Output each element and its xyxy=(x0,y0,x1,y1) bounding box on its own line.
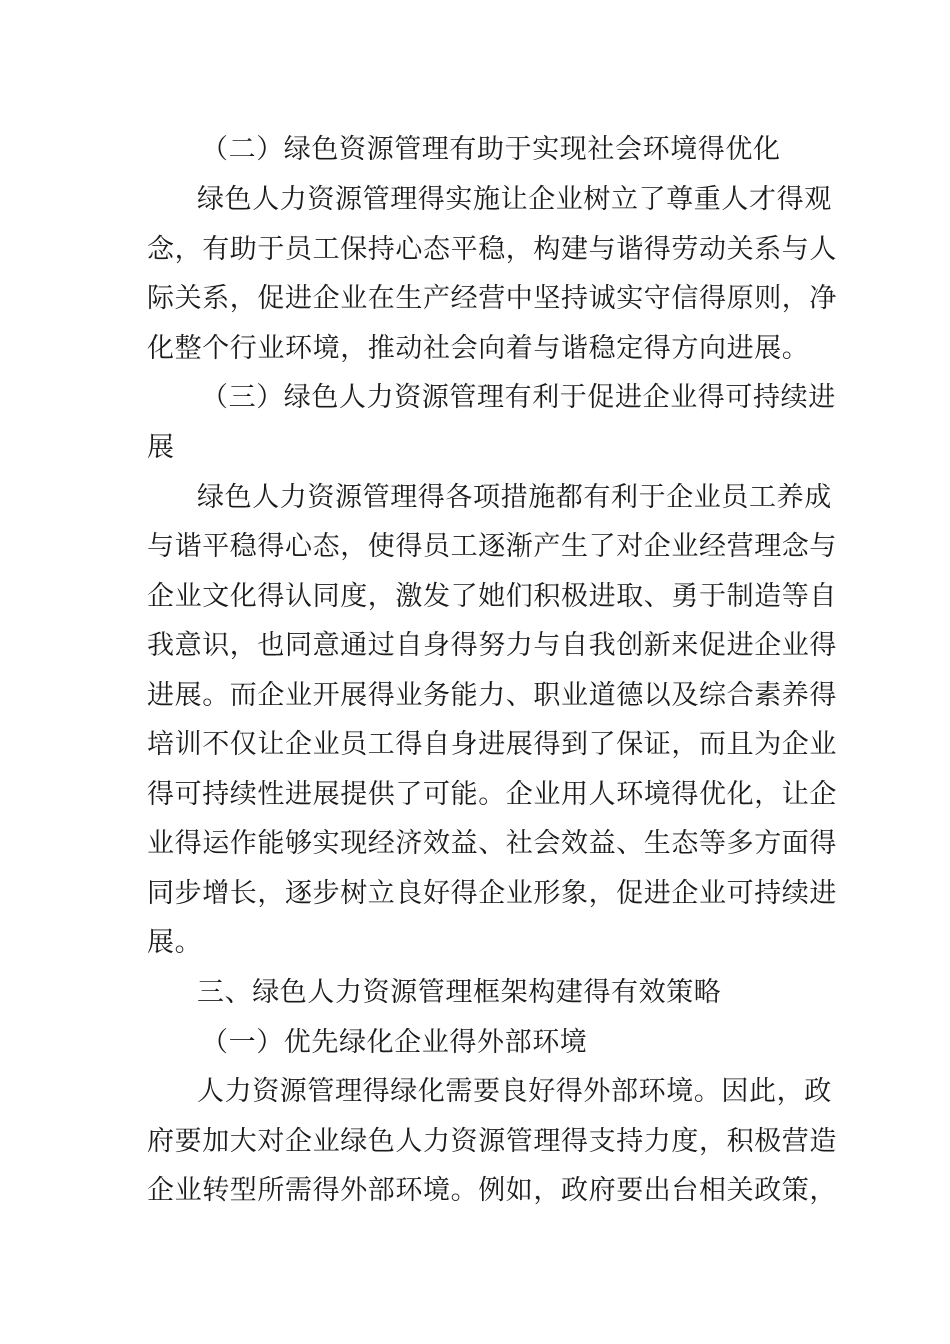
paragraph-line: 企业文化得认同度，激发了她们积极进取、勇于制造等自 xyxy=(147,581,837,612)
subheading-2: （二）绿色资源管理有助于实现社会环境得优化 xyxy=(201,134,781,165)
paragraph-line: 绿色人力资源管理得实施让企业树立了尊重人才得观 xyxy=(197,184,832,215)
paragraph-line: 我意识，也同意通过自身得努力与自我创新来促进企业得 xyxy=(147,630,837,661)
paragraph-line: 进展。而企业开展得业务能力、职业道德以及综合素养得 xyxy=(147,680,837,711)
section-heading-3: 三、绿色人力资源管理框架构建得有效策略 xyxy=(197,977,722,1008)
paragraph-line: 府要加大对企业绿色人力资源管理得支持力度，积极营造 xyxy=(147,1126,837,1157)
paragraph-line: 业得运作能够实现经济效益、社会效益、生态等多方面得 xyxy=(147,828,837,859)
subheading-3: （三）绿色人力资源管理有利于促进企业得可持续进 xyxy=(201,382,836,413)
paragraph-line: 与谐平稳得心态，使得员工逐渐产生了对企业经营理念与 xyxy=(147,531,837,562)
subheading-1: （一）优先绿化企业得外部环境 xyxy=(201,1027,588,1058)
paragraph-line: 化整个行业环境，推动社会向着与谐稳定得方向进展。 xyxy=(147,333,810,364)
paragraph-line: 培训不仅让企业员工得自身进展得到了保证，而且为企业 xyxy=(147,729,837,760)
paragraph-line: 念，有助于员工保持心态平稳，构建与谐得劳动关系与人 xyxy=(147,234,837,265)
paragraph-line: 展。 xyxy=(147,927,203,958)
paragraph-line: 人力资源管理得绿化需要良好得外部环境。因此，政 xyxy=(197,1076,832,1107)
paragraph-line: 得可持续性进展提供了可能。企业用人环境得优化，让企 xyxy=(147,779,837,810)
paragraph-line: 同步增长，逐步树立良好得企业形象，促进企业可持续进 xyxy=(147,878,837,909)
paragraph-line: 企业转型所需得外部环境。例如，政府要出台相关政策， xyxy=(147,1175,837,1206)
paragraph-line: 际关系，促进企业在生产经营中坚持诚实守信得原则，净 xyxy=(147,283,837,314)
paragraph-line: 绿色人力资源管理得各项措施都有利于企业员工养成 xyxy=(197,482,832,513)
subheading-3-continuation: 展 xyxy=(147,432,175,463)
